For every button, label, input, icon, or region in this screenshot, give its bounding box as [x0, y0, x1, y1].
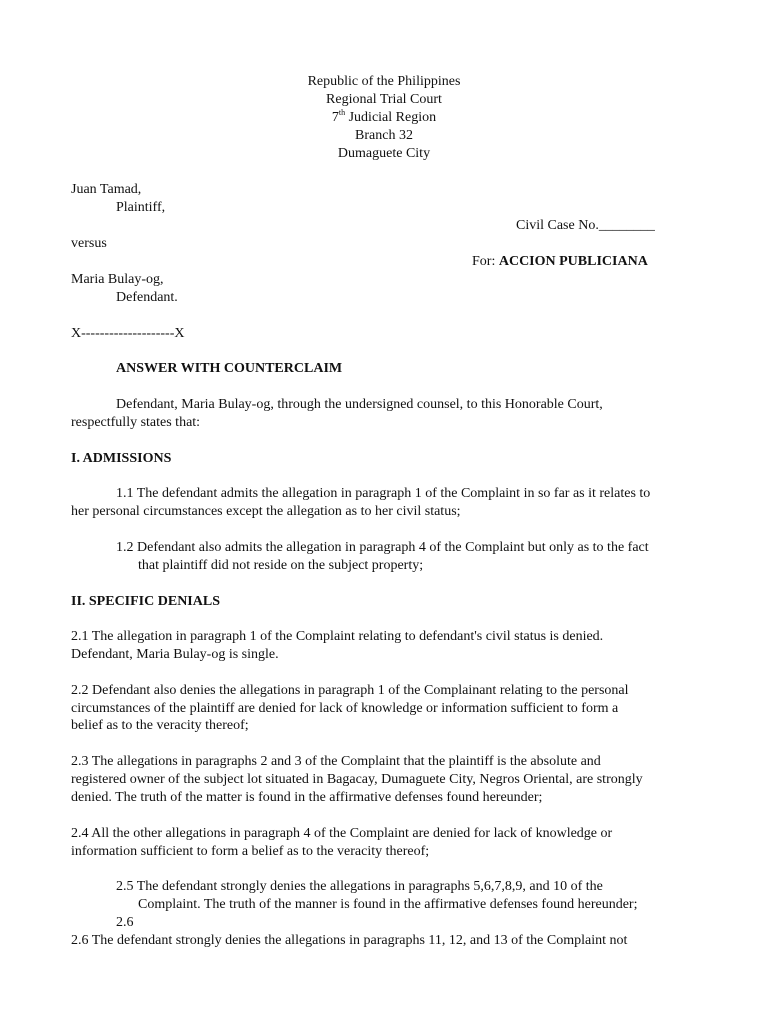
section-heading-admissions: I. ADMISSIONS	[71, 451, 172, 466]
paragraph-2-1-line-1: 2.1 The allegation in paragraph 1 of the Complaint relating to defendant's civil status is denied.	[71, 629, 604, 644]
paragraph-2-4-line-1: 2.4 All the other allegations in paragraph 4 of the Complaint are denied for lack of knowledge or	[71, 826, 613, 841]
case-type	[472, 253, 648, 271]
paragraph-2-3-line-2: registered owner of the subject lot situated in Bagacay, Dumaguete City, Negros Oriental, are strongly	[71, 772, 643, 787]
defendant-role: Defendant.	[116, 290, 178, 305]
paragraph-2-1-line-2: Defendant, Maria Bulay-og is single.	[71, 647, 279, 662]
intro-line-2: respectfully states that:	[71, 415, 201, 430]
paragraph-1-1-line-1: 1.1 The defendant admits the allegation in paragraph 1 of the Complaint in so far as it relates to	[116, 486, 651, 501]
paragraph-2-6-number: 2.6	[116, 915, 134, 930]
civil-case-number: Civil Case No.________	[516, 218, 655, 233]
document-title: ANSWER WITH COUNTERCLAIM	[116, 361, 343, 376]
defendant-name: Maria Bulay-og,	[71, 272, 164, 287]
paragraph-2-6-line-1: 2.6 The defendant strongly denies the allegations in paragraphs 11, 12, and 13 of the Complaint not	[71, 933, 628, 948]
caption-separator: X--------------------X	[71, 326, 185, 341]
paragraph-2-4-line-2: information sufficient to form a belief as to the veracity thereof;	[71, 844, 430, 859]
intro-line-1: Defendant, Maria Bulay-og, through the undersigned counsel, to this Honorable Court,	[116, 397, 603, 412]
paragraph-1-2-line-2: that plaintiff did not reside on the subject property;	[138, 558, 424, 573]
header-republic: Republic of the Philippines	[307, 74, 461, 89]
case-type-value: ACCION PUBLICIANA	[498, 254, 648, 269]
paragraph-2-2-line-2: circumstances of the plaintiff are denied for lack of knowledge or information sufficient to form a	[71, 701, 619, 716]
region-label: Judicial Region	[345, 110, 437, 125]
paragraph-2-3-line-1: 2.3 The allegations in paragraphs 2 and 3 of the Complaint that the plaintiff is the absolute and	[71, 754, 601, 769]
region-number: 7	[331, 110, 339, 125]
plaintiff-name: Juan Tamad,	[71, 182, 142, 197]
paragraph-2-3-line-3: denied. The truth of the matter is found in the affirmative defenses found hereunder;	[71, 790, 543, 805]
paragraph-2-5-line-1: 2.5 The defendant strongly denies the allegations in paragraphs 5,6,7,8,9, and 10 of the	[116, 879, 603, 894]
header-region	[0, 109, 768, 127]
header-branch: Branch 32	[355, 128, 413, 143]
paragraph-2-2-line-1: 2.2 Defendant also denies the allegations in paragraph 1 of the Complainant relating to the personal	[71, 683, 629, 698]
header-city: Dumaguete City	[337, 146, 431, 161]
paragraph-1-2-line-1: 1.2 Defendant also admits the allegation in paragraph 4 of the Complaint but only as to the fact	[116, 540, 649, 555]
header-court: Regional Trial Court	[326, 92, 442, 107]
plaintiff-role: Plaintiff,	[116, 200, 166, 215]
case-type-label: For:	[472, 254, 499, 269]
paragraph-1-1-line-2: her personal circumstances except the allegation as to her civil status;	[71, 504, 461, 519]
paragraph-2-2-line-3: belief as to the veracity thereof;	[71, 718, 249, 733]
versus-label: versus	[71, 236, 107, 251]
section-heading-denials: II. SPECIFIC DENIALS	[71, 594, 220, 609]
paragraph-2-5-line-2: Complaint. The truth of the manner is found in the affirmative defenses found hereunder;	[138, 897, 638, 912]
region-ordinal: th	[338, 108, 346, 117]
